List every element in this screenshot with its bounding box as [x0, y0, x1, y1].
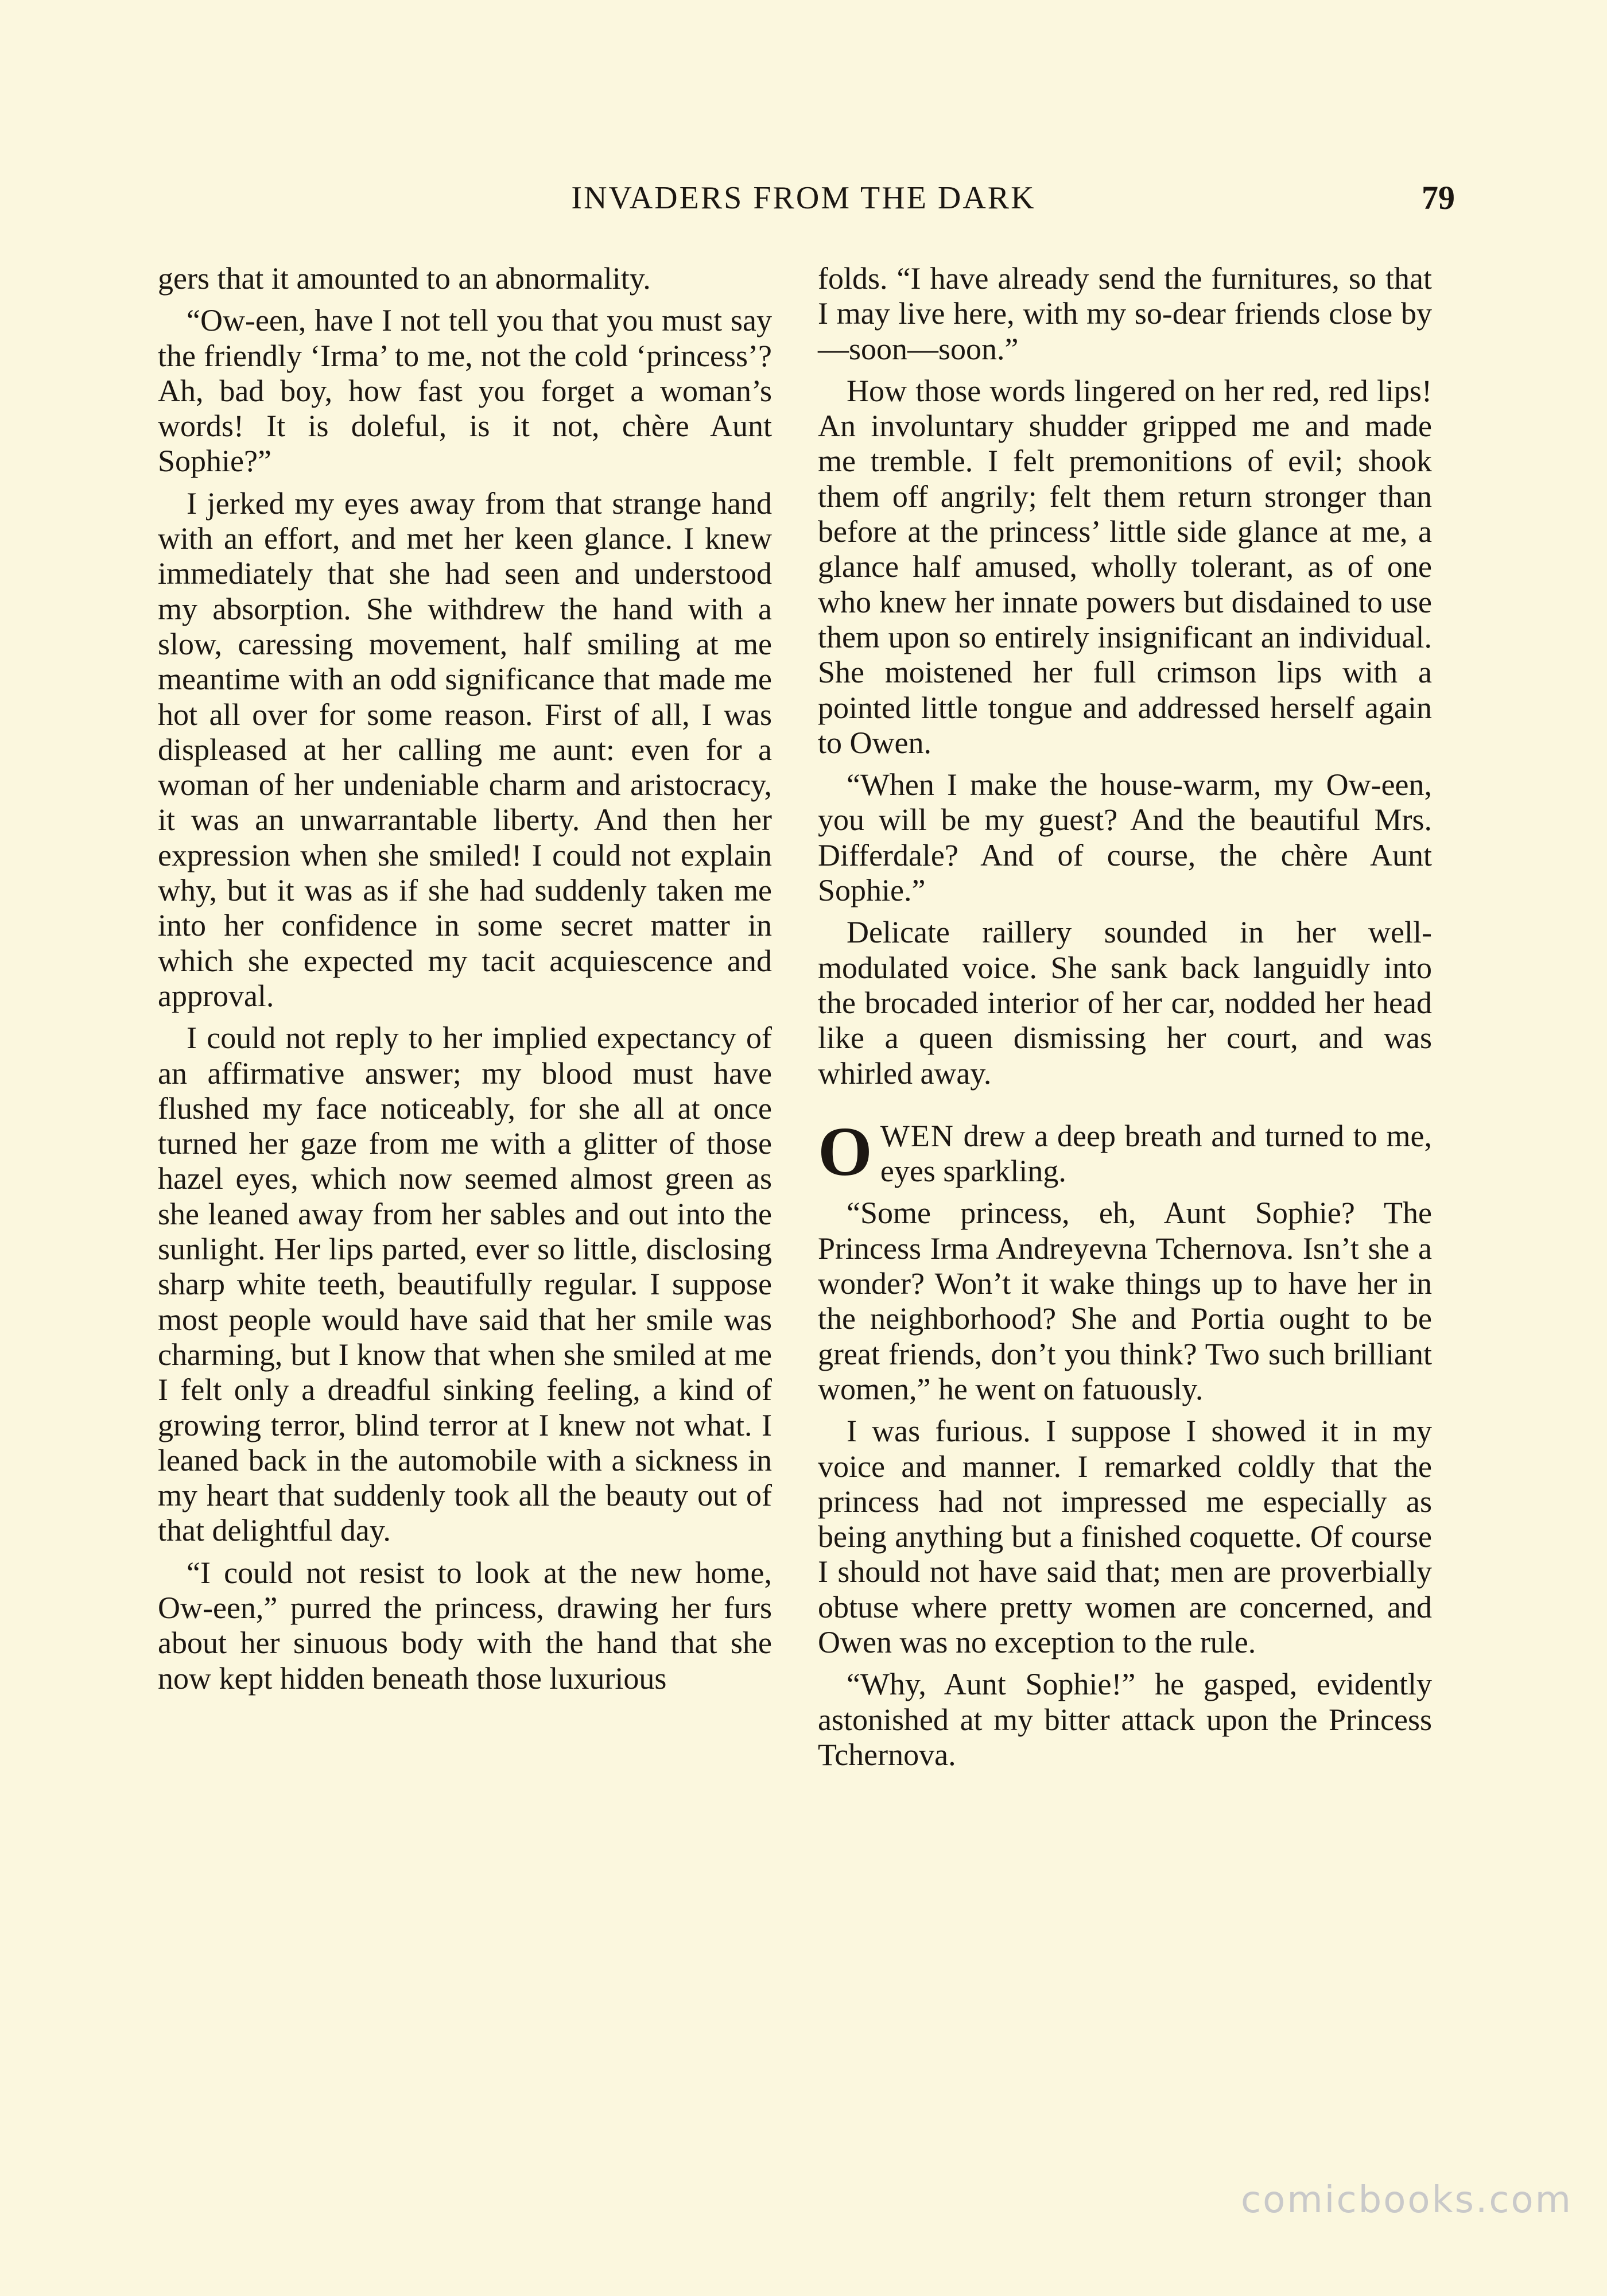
paragraph: “Ow-een, have I not tell you that you must say the friendly ‘Irma’ to me, not the cold ‘princess’? Ah, bad boy, how fast you forget a woman’s words! It is doleful, is it not, chère Aunt Sophie?” — [158, 303, 772, 479]
right-column — [818, 261, 1432, 1779]
paragraph: “Some princess, eh, Aunt Sophie? The Princess Irma Andreyevna Tchernova. Isn’t she a wonder? Won’t it wake things up to have her in the neighborhood? She and Portia ought to be great friends, don’t you think? Two such brilliant women,” he went on fatuously. — [818, 1196, 1432, 1406]
paragraph: “I could not resist to look at the new home, Ow-een,” purred the princess, drawing her furs about her sinuous body with the hand that she now kept hidden beneath those luxurious — [158, 1555, 772, 1696]
section-opening-paragraph — [818, 1112, 1432, 1190]
running-title: INVADERS FROM THE DARK — [571, 180, 1036, 216]
paragraph: I jerked my eyes away from that strange hand with an effort, and met her keen glance. I knew immediately that she had seen and understood my absorption. She withdrew the hand with a slow, caressing movement, half smiling at me meantime with an odd significance that made me hot all over for some reason. First of all, I was displeased at her calling me aunt: even for a woman of her undeniable charm and aristocracy, it was an unwarrantable liberty. And then her expression when she smiled! I could not explain why, but it was as if she had suddenly taken me into her confidence in some secret matter in which she expected my tacit acquiescence and approval. — [158, 486, 772, 1013]
watermark: comicbooks.com — [1240, 2179, 1573, 2221]
paragraph: How those words lingered on her red, red lips! An involuntary shudder gripped me and made me tremble. I felt premonitions of evil; shook them off angrily; felt them return stronger than before at the princess’ little side glance at me, a glance half amused, wholly tolerant, as of one who knew her innate powers but disdained to use them upon so entirely insignificant an individual. She moistened her full crimson lips with a pointed little tongue and addressed herself again to Owen. — [818, 373, 1432, 760]
paragraph: folds. “I have already send the furnitures, so that I may live here, with my so-dear friends close by—soon—soon.” — [818, 261, 1432, 366]
left-column — [158, 261, 772, 1703]
paragraph: “When I make the house-warm, my Ow-een, you will be my guest? And the beautiful Mrs. Differdale? And of course, the chère Aunt Sophie.” — [818, 767, 1432, 908]
small-caps-word: WEN — [880, 1118, 954, 1153]
drop-cap: O — [818, 1112, 872, 1190]
page-number: 79 — [1422, 179, 1455, 216]
paragraph: I could not reply to her implied expectancy of an affirmative answer; my blood must have flushed my face noticeably, for she all at once turned her gaze from me with a glitter of those hazel eyes, which now seemed almost green as she leaned away from her sables and out into the sunlight. Her lips parted, ever so little, disclosing sharp white teeth, beautifully regular. I suppose most people would have said that her smile was charming, but I know that when she smiled at me I felt only a dreadful sinking feeling, a kind of growing terror, blind terror at I knew not what. I leaned back in the automobile with a sickness in my heart that suddenly took all the beauty out of that delightful day. — [158, 1021, 772, 1548]
paragraph: Delicate raillery sounded in her well-modulated voice. She sank back languidly into the brocaded interior of her car, nodded her head like a queen dismissing her court, and was whirled away. — [818, 915, 1432, 1091]
paragraph: “Why, Aunt Sophie!” he gasped, evidently astonished at my bitter attack upon the Princess Tchernova. — [818, 1667, 1432, 1772]
paragraph: gers that it amounted to an abnormality. — [158, 261, 651, 296]
paragraph-text: drew a deep breath and turned to me, eyes sparkling. — [880, 1118, 1432, 1189]
paragraph: I was furious. I suppose I showed it in my voice and manner. I remarked coldly that the princess had not impressed me especially as being anything but a finished coquette. Of course I should not have said that; men are proverbially obtuse where pretty women are concerned, and Owen was no exception to the rule. — [818, 1414, 1432, 1659]
running-head — [152, 172, 1455, 224]
